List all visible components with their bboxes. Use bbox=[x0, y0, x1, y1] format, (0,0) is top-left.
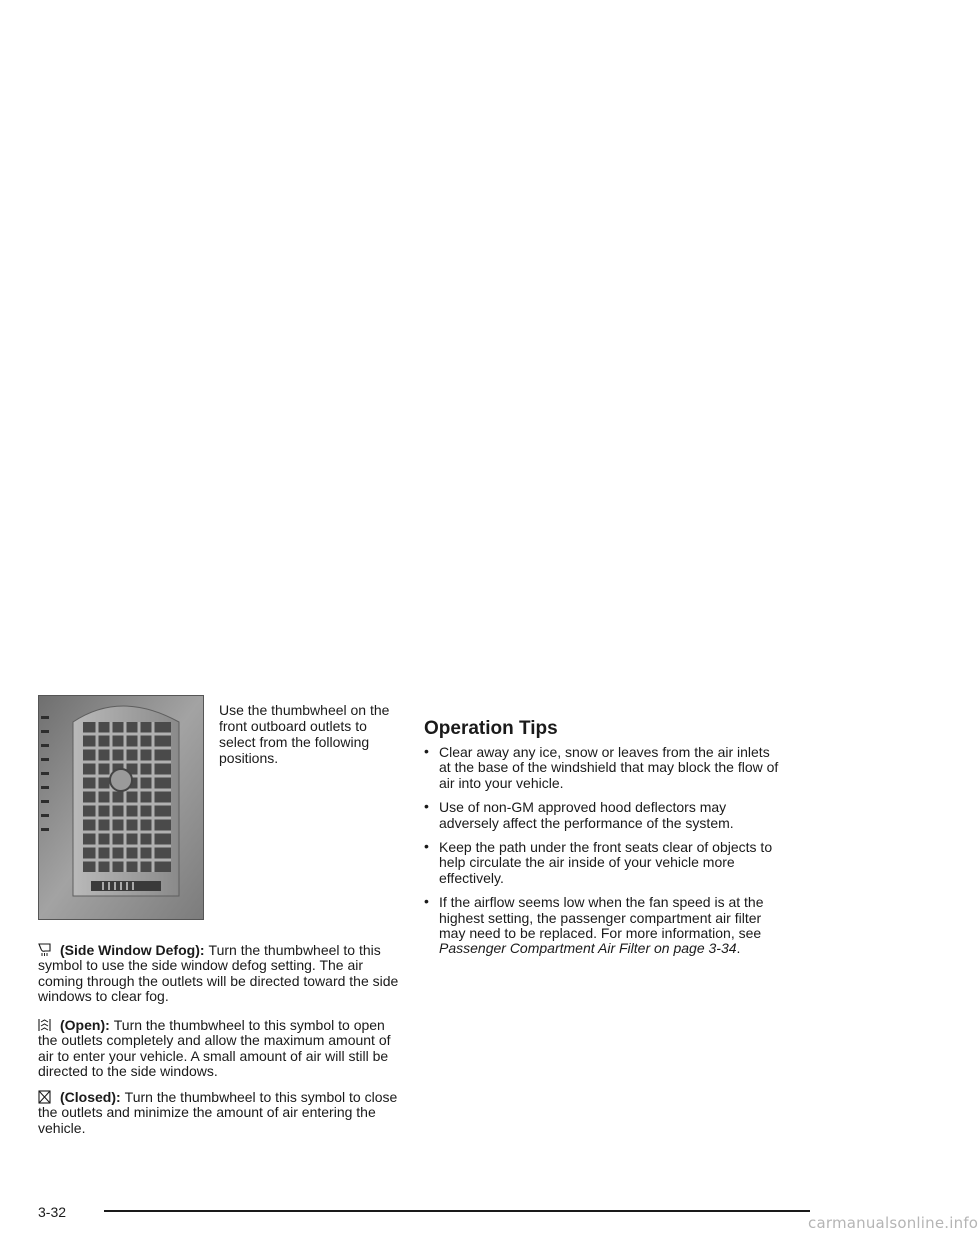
setting-description: Turn the thumbwheel to this symbol to open the outlets completely and allow the maximum amount of air to enter your vehicle. A small amount of air will still be directed to the side windows. bbox=[38, 1017, 391, 1080]
list-item bbox=[424, 800, 784, 831]
air-vent-photo bbox=[38, 695, 204, 920]
setting-label: (Open): bbox=[60, 1017, 110, 1033]
tip-text: Keep the path under the front seats clear of objects to help circulate the air inside of your vehicle more effectively. bbox=[439, 839, 773, 886]
list-item bbox=[424, 840, 784, 886]
air-vent-illustration bbox=[39, 696, 203, 919]
bullet-icon: • bbox=[424, 743, 429, 759]
footer-rule bbox=[104, 1210, 810, 1212]
list-item bbox=[424, 895, 784, 957]
bullet-icon: • bbox=[424, 893, 429, 910]
setting-description: Turn the thumbwheel to this symbol to use the side window defog setting. The air coming through the outlets will be directed toward the side windows to clear fog. bbox=[38, 942, 399, 1005]
list-item bbox=[424, 745, 784, 791]
setting-side-window-defog bbox=[38, 943, 400, 1005]
setting-open bbox=[38, 1018, 400, 1080]
bullet-icon: • bbox=[424, 798, 429, 815]
section-heading: Operation Tips bbox=[424, 718, 558, 739]
watermark: carmanualsonline.info bbox=[808, 1214, 978, 1232]
setting-closed bbox=[38, 1090, 400, 1136]
outlet-open-icon bbox=[38, 1018, 51, 1032]
setting-description: Turn the thumbwheel to this symbol to close the outlets and minimize the amount of air entering the vehicle. bbox=[38, 1089, 398, 1136]
cross-reference-link[interactable]: Passenger Compartment Air Filter on page 3-34 bbox=[439, 940, 737, 957]
setting-label: (Closed): bbox=[60, 1089, 121, 1105]
tips-list bbox=[424, 745, 784, 966]
tip-text: Use of non-GM approved hood deflectors may adversely affect the performance of the system. bbox=[439, 799, 734, 831]
outlet-closed-icon bbox=[38, 1090, 51, 1104]
bullet-icon: • bbox=[424, 838, 429, 855]
intro-text: Use the thumbwheel on the front outboard outlets to select from the following positions. bbox=[219, 702, 390, 766]
tip-text: Clear away any ice, snow or leaves from the air inlets at the base of the windshield that may block the flow of air into your vehicle. bbox=[439, 744, 779, 791]
setting-label: (Side Window Defog): bbox=[60, 942, 205, 958]
tip-text-tail: . bbox=[736, 940, 741, 957]
tip-text: If the airflow seems low when the fan speed is at the highest setting, the passenger compartment air filter may need to be replaced. For more information, see bbox=[439, 894, 764, 942]
page-number: 3-32 bbox=[38, 1204, 67, 1220]
side-window-defog-icon bbox=[38, 943, 51, 957]
